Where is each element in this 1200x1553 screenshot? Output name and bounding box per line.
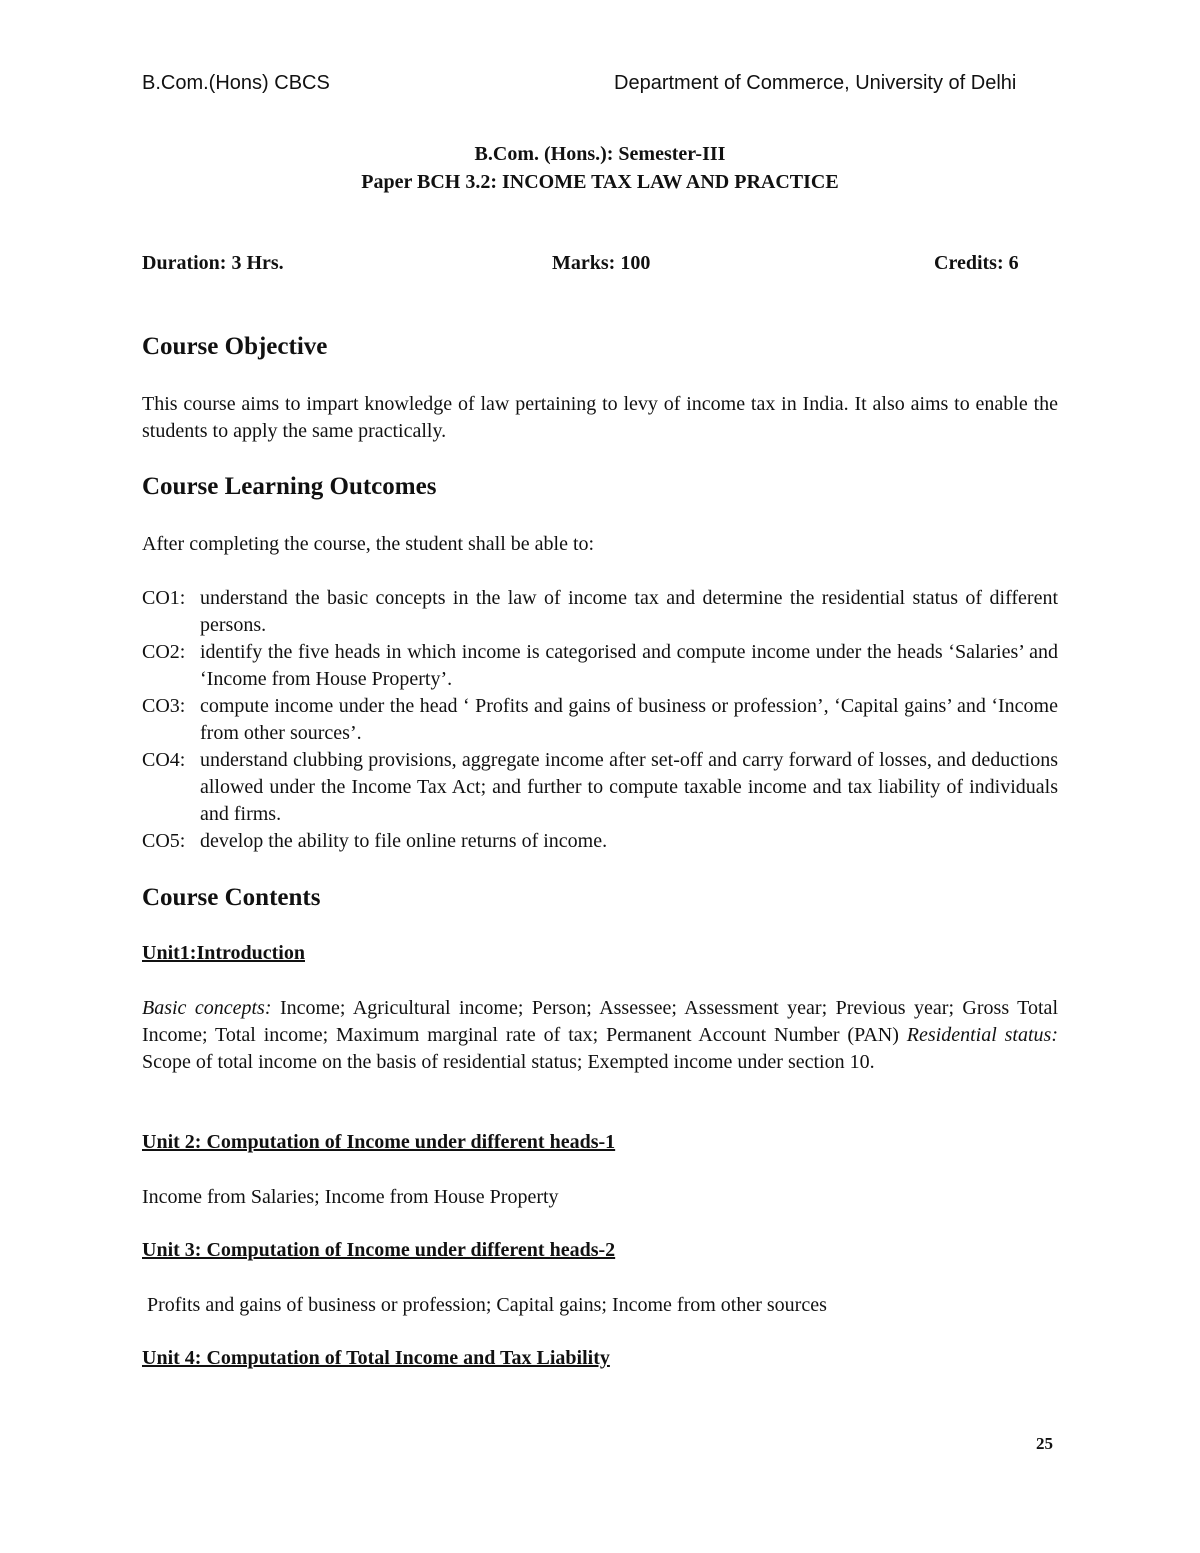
unit3-text: Profits and gains of business or profession; Capital gains; Income from other sources (142, 1294, 827, 1316)
learning-outcomes-list (142, 585, 1058, 855)
outcome-text: develop the ability to file online returns of income. (200, 830, 608, 852)
page-number: 25 (1036, 1434, 1053, 1453)
outcome-text: understand clubbing provisions, aggregate income after set-off and carry forward of losses, and deductions allowed under the Income Tax Act; and further to compute taxable income and tax liability of individuals and firms. (200, 749, 1058, 825)
unit4-title: Unit 4: Computation of Total Income and Tax Liability (142, 1347, 610, 1369)
outcome-code: CO4: (142, 749, 186, 771)
credits-label: Credits: 6 (934, 252, 1019, 274)
unit2-title: Unit 2: Computation of Income under different heads-1 (142, 1131, 616, 1153)
document-title-paper: Paper BCH 3.2: INCOME TAX LAW AND PRACTICE (361, 171, 839, 193)
course-objective-text: This course aims to impart knowledge of law pertaining to levy of income tax in India. It also aims to enable the students to apply the same practically. (142, 393, 1058, 442)
marks-label: Marks: 100 (552, 252, 651, 274)
basic-concepts-text: Income; Agricultural income; Person; Assessee; Assessment year; Previous year; Gross Total Income; Total income; Maximum marginal rate of tax; Permanent Account Number (PAN) (142, 997, 1058, 1046)
outcome-item (142, 747, 1058, 828)
outcome-code: CO1: (142, 587, 186, 609)
learning-outcomes-heading: Course Learning Outcomes (142, 473, 437, 500)
residential-status-label: Residential status: (906, 1024, 1058, 1046)
unit1-text (142, 995, 1058, 1076)
outcome-text: identify the five heads in which income is categorised and compute income under the heads ‘Salaries’ and ‘Income from House Property’. (200, 641, 1058, 690)
unit3-title: Unit 3: Computation of Income under different heads-2 (142, 1239, 616, 1261)
outcome-code: CO5: (142, 830, 186, 852)
unit1-title: Unit1:Introduction (142, 942, 305, 964)
outcome-code: CO3: (142, 695, 186, 717)
outcome-text: understand the basic concepts in the law of income tax and determine the residential status of different persons. (200, 587, 1058, 636)
outcome-text: compute income under the head ‘ Profits and gains of business or profession’, ‘Capital gains’ and ‘Income from other sources’. (200, 695, 1058, 744)
outcome-item (142, 585, 1058, 639)
running-header-left: B.Com.(Hons) CBCS (142, 72, 330, 94)
outcome-code: CO2: (142, 641, 186, 663)
outcome-item (142, 828, 1058, 855)
unit2-text: Income from Salaries; Income from House Property (142, 1186, 559, 1208)
residential-status-text: Scope of total income on the basis of residential status; Exempted income under section 10. (142, 1051, 875, 1073)
duration-label: Duration: 3 Hrs. (142, 252, 284, 274)
outcome-item (142, 639, 1058, 693)
course-contents-heading: Course Contents (142, 884, 321, 911)
document-title-semester: B.Com. (Hons.): Semester-III (474, 143, 726, 165)
course-objective-heading: Course Objective (142, 333, 328, 360)
basic-concepts-label: Basic concepts: (142, 997, 272, 1019)
running-header-right: Department of Commerce, University of Delhi (614, 72, 1017, 94)
outcome-item (142, 693, 1058, 747)
learning-outcomes-intro: After completing the course, the student shall be able to: (142, 533, 595, 555)
